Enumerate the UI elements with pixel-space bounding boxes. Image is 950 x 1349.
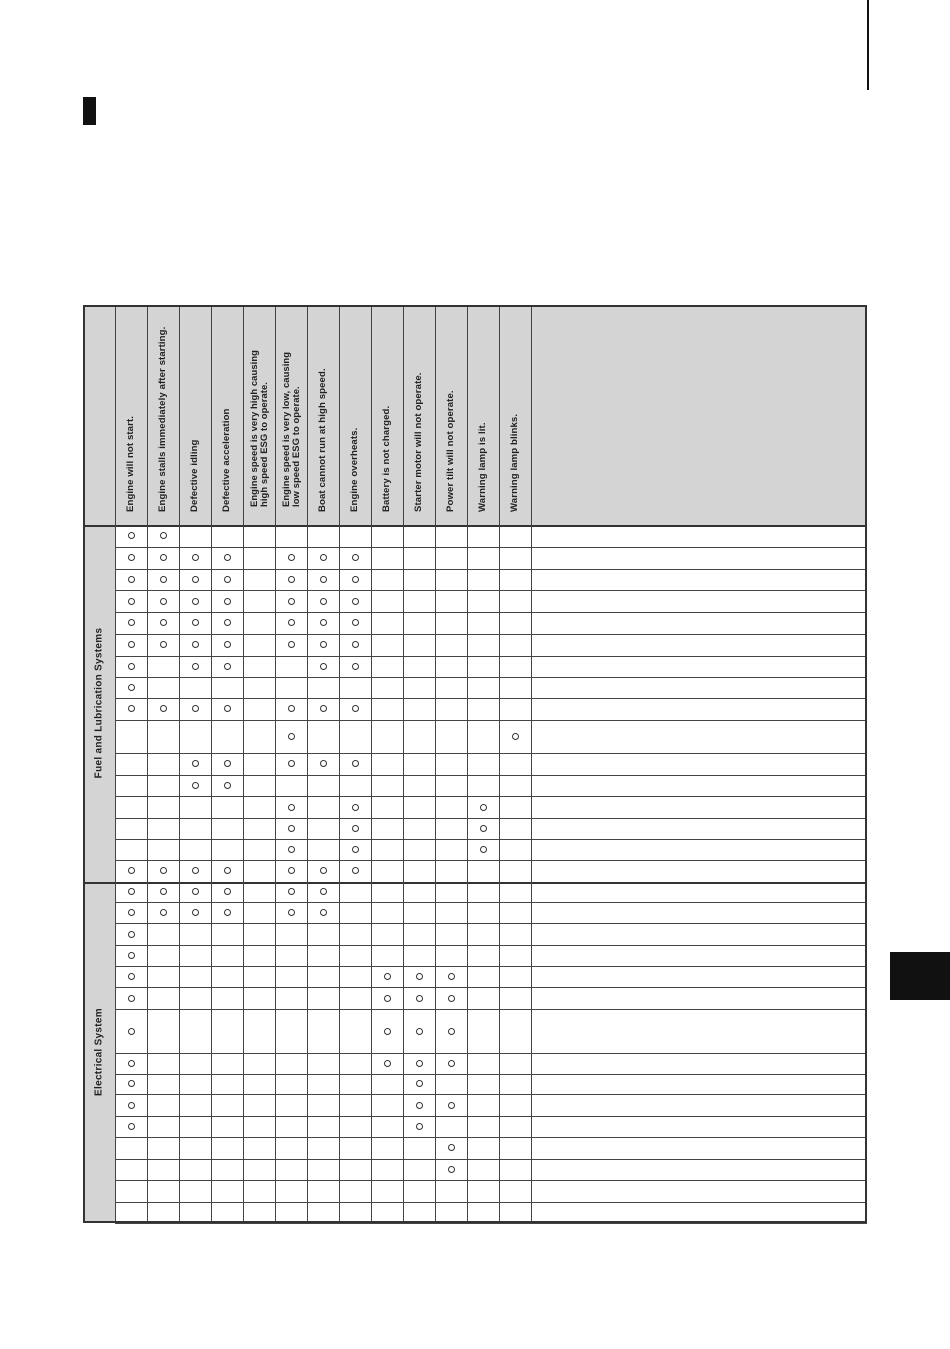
row-divider: [115, 839, 867, 840]
column-header: [275, 305, 307, 525]
header-divider: [83, 525, 867, 527]
symptom-mark: [320, 867, 327, 874]
symptom-mark: [128, 973, 135, 980]
row-divider: [115, 796, 867, 797]
column-header: [339, 305, 371, 525]
symptom-mark: [160, 619, 167, 626]
column-header-label: Warning lamp blinks.: [509, 413, 520, 512]
symptom-mark: [288, 760, 295, 767]
symptom-mark: [128, 1060, 135, 1067]
symptom-mark: [352, 598, 359, 605]
column-header-label: Engine speed is very low, causing low speed ESG to operate.: [280, 351, 301, 507]
symptom-mark: [512, 733, 519, 740]
symptom-mark: [448, 1060, 455, 1067]
row-divider: [115, 902, 867, 903]
column-header-label: Defective acceleration: [221, 408, 232, 512]
symptom-mark: [192, 782, 199, 789]
column-header-label: Starter motor will not operate.: [413, 372, 424, 512]
symptom-mark: [352, 846, 359, 853]
row-divider: [115, 775, 867, 776]
symptom-mark: [224, 576, 231, 583]
symptom-mark: [224, 782, 231, 789]
symptom-mark: [128, 888, 135, 895]
row-divider: [115, 1159, 867, 1160]
symptom-mark: [128, 1080, 135, 1087]
symptom-mark: [192, 705, 199, 712]
symptom-mark: [288, 909, 295, 916]
symptom-mark: [192, 867, 199, 874]
symptom-mark: [384, 995, 391, 1002]
symptom-mark: [288, 576, 295, 583]
symptom-mark: [288, 619, 295, 626]
row-divider: [115, 1094, 867, 1095]
symptom-mark: [480, 825, 487, 832]
symptom-mark: [192, 554, 199, 561]
column-header-label: Defective idling: [189, 439, 200, 512]
symptom-mark: [224, 598, 231, 605]
symptom-mark: [128, 684, 135, 691]
row-divider: [115, 987, 867, 988]
row-divider: [115, 860, 867, 861]
symptom-mark: [416, 1028, 423, 1035]
symptom-mark: [352, 641, 359, 648]
symptom-mark: [288, 825, 295, 832]
symptom-mark: [160, 909, 167, 916]
symptom-mark: [320, 554, 327, 561]
symptom-mark: [288, 705, 295, 712]
symptom-mark: [352, 760, 359, 767]
symptom-mark: [128, 705, 135, 712]
group-label: [83, 525, 115, 882]
row-divider: [115, 1180, 867, 1181]
row-divider: [115, 547, 867, 548]
symptom-mark: [480, 804, 487, 811]
column-header: [115, 305, 147, 525]
row-divider: [115, 753, 867, 754]
symptom-mark: [384, 1060, 391, 1067]
symptom-mark: [320, 641, 327, 648]
column-header-label: Power tilt will not operate.: [445, 390, 456, 512]
symptom-mark: [128, 931, 135, 938]
symptom-mark: [128, 1123, 135, 1130]
column-header: [179, 305, 211, 525]
symptom-mark: [160, 532, 167, 539]
symptom-mark: [128, 554, 135, 561]
symptom-mark: [160, 576, 167, 583]
symptom-mark: [128, 1102, 135, 1109]
symptom-mark: [448, 973, 455, 980]
symptom-mark: [320, 888, 327, 895]
row-divider: [115, 1053, 867, 1054]
symptom-mark: [128, 952, 135, 959]
row-divider: [115, 590, 867, 591]
row-divider: [115, 1202, 867, 1203]
symptom-mark: [192, 888, 199, 895]
row-divider: [115, 966, 867, 967]
section-marker: [83, 97, 96, 125]
row-divider: [115, 656, 867, 657]
symptom-mark: [288, 846, 295, 853]
row-divider: [115, 1137, 867, 1138]
symptom-mark: [224, 663, 231, 670]
row-divider: [115, 720, 867, 721]
symptom-mark: [416, 1102, 423, 1109]
symptom-mark: [192, 598, 199, 605]
symptom-mark: [416, 995, 423, 1002]
group-divider: [83, 882, 867, 884]
symptom-mark: [448, 1166, 455, 1173]
symptom-mark: [192, 760, 199, 767]
symptom-mark: [128, 598, 135, 605]
symptom-mark: [192, 576, 199, 583]
symptom-mark: [352, 825, 359, 832]
symptom-mark: [128, 867, 135, 874]
group-label: [83, 882, 115, 1223]
symptom-mark: [352, 663, 359, 670]
symptom-mark: [192, 641, 199, 648]
page-top-rule: [867, 0, 869, 90]
symptom-mark: [224, 909, 231, 916]
row-divider: [115, 569, 867, 570]
column-header-label: Engine stalls immediately after starting.: [157, 326, 168, 512]
symptom-mark: [352, 554, 359, 561]
row-divider: [115, 1074, 867, 1075]
symptom-mark: [160, 888, 167, 895]
symptom-mark: [320, 598, 327, 605]
column-header: [467, 305, 499, 525]
column-header: [211, 305, 243, 525]
symptom-mark: [352, 619, 359, 626]
column-header: [243, 305, 275, 525]
row-divider: [115, 612, 867, 613]
symptom-mark: [416, 1060, 423, 1067]
symptom-mark: [224, 888, 231, 895]
symptom-mark: [192, 663, 199, 670]
row-divider: [115, 677, 867, 678]
symptom-mark: [320, 705, 327, 712]
column-header-label: Engine speed is very high causing high speed ESG to operate.: [248, 350, 269, 507]
symptom-mark: [416, 1080, 423, 1087]
symptom-mark: [128, 576, 135, 583]
symptom-mark: [160, 641, 167, 648]
symptom-mark: [224, 867, 231, 874]
chapter-side-tab: [890, 952, 950, 1000]
symptom-mark: [352, 705, 359, 712]
symptom-mark: [448, 1144, 455, 1151]
row-divider: [115, 945, 867, 946]
symptom-mark: [160, 598, 167, 605]
row-divider: [115, 818, 867, 819]
row-divider: [115, 634, 867, 635]
group-label-text: Fuel and Lubrication Systems: [93, 627, 105, 779]
column-header: [307, 305, 339, 525]
symptom-mark: [288, 554, 295, 561]
symptom-mark: [288, 804, 295, 811]
symptom-mark: [224, 760, 231, 767]
symptom-mark: [128, 995, 135, 1002]
symptom-mark: [224, 705, 231, 712]
symptom-mark: [160, 867, 167, 874]
symptom-mark: [448, 995, 455, 1002]
symptom-mark: [320, 576, 327, 583]
symptom-mark: [416, 973, 423, 980]
column-header: [403, 305, 435, 525]
symptom-mark: [448, 1102, 455, 1109]
row-divider: [115, 1223, 867, 1224]
symptom-mark: [416, 1123, 423, 1130]
symptom-mark: [224, 619, 231, 626]
symptom-mark: [288, 733, 295, 740]
column-header-label: Engine overheats.: [349, 427, 360, 512]
symptom-mark: [288, 888, 295, 895]
column-header: [147, 305, 179, 525]
symptom-mark: [128, 1028, 135, 1035]
column-header-label: Warning lamp is lit.: [477, 422, 488, 512]
row-divider: [115, 1009, 867, 1010]
row-divider: [115, 1116, 867, 1117]
symptom-mark: [192, 909, 199, 916]
column-header-label: Boat cannot run at high speed.: [317, 368, 328, 512]
group-label-text: Electrical System: [93, 1008, 105, 1097]
column-header-label: Engine will not start.: [125, 415, 136, 512]
column-header-label: Battery is not charged.: [381, 405, 392, 512]
symptom-mark: [352, 804, 359, 811]
symptom-mark: [352, 576, 359, 583]
symptom-mark: [224, 641, 231, 648]
symptom-mark: [448, 1028, 455, 1035]
column-header: [435, 305, 467, 525]
symptom-mark: [288, 598, 295, 605]
symptom-mark: [128, 532, 135, 539]
symptom-mark: [128, 663, 135, 670]
symptom-mark: [384, 973, 391, 980]
symptom-mark: [192, 619, 199, 626]
troubleshooting-table: [83, 305, 867, 1223]
symptom-mark: [288, 641, 295, 648]
symptom-mark: [384, 1028, 391, 1035]
symptom-mark: [320, 663, 327, 670]
symptom-mark: [224, 554, 231, 561]
row-divider: [115, 923, 867, 924]
symptom-mark: [352, 867, 359, 874]
symptom-mark: [160, 554, 167, 561]
symptom-mark: [320, 760, 327, 767]
symptom-mark: [320, 619, 327, 626]
symptom-mark: [288, 867, 295, 874]
symptom-mark: [128, 619, 135, 626]
column-divider: [531, 305, 532, 1223]
symptom-mark: [480, 846, 487, 853]
symptom-mark: [128, 909, 135, 916]
column-header: [371, 305, 403, 525]
row-divider: [115, 698, 867, 699]
symptom-mark: [128, 641, 135, 648]
symptom-mark: [160, 705, 167, 712]
column-header: [499, 305, 531, 525]
symptom-mark: [320, 909, 327, 916]
